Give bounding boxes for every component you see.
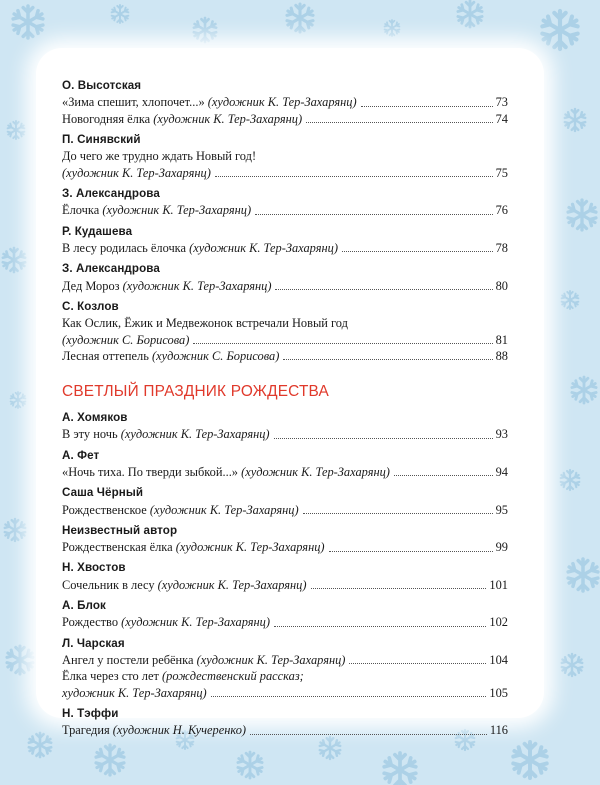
dot-leader <box>306 122 493 123</box>
entry-artist: (художник К. Тер-Захарянц) <box>157 577 307 592</box>
author-name: А. Фет <box>62 448 100 462</box>
author-name: Н. Хвостов <box>62 561 126 575</box>
entry-title: Лесная оттепель <box>62 349 149 364</box>
page-number: 95 <box>495 502 508 517</box>
entry-title: Рождественская ёлка <box>62 540 173 555</box>
author-name: П. Синявский <box>62 133 141 147</box>
entry-artist: (художник К. Тер-Захарянц) <box>149 502 299 517</box>
dot-leader <box>303 513 493 514</box>
page-number: 104 <box>489 652 508 667</box>
entry-artist: (художник К. Тер-Захарянц) <box>196 652 346 667</box>
dot-leader <box>329 551 493 552</box>
entry-artist-line1: (рождественский рассказ; <box>162 669 304 684</box>
author-name: О. Высотская <box>62 79 142 92</box>
toc-entry[interactable] <box>62 502 508 518</box>
toc-entry[interactable] <box>62 148 508 181</box>
toc-entry[interactable] <box>62 652 508 668</box>
dot-leader <box>250 734 487 735</box>
dot-leader <box>275 289 492 290</box>
author-name: Н. Тэффи <box>62 706 119 720</box>
entry-title: В лесу родилась ёлочка <box>62 241 187 256</box>
entry-title: Рождество <box>62 615 119 630</box>
page-number: 102 <box>489 615 508 630</box>
dot-leader <box>215 176 493 177</box>
author-group <box>62 78 508 127</box>
entry-title: Как Ослик, Ёжик и Медвежонок встречали Новый год <box>62 316 348 331</box>
author-group <box>62 224 508 257</box>
dot-leader <box>274 626 486 627</box>
page-number: 93 <box>495 427 508 442</box>
author-name: З. Александрова <box>62 187 160 201</box>
dot-leader <box>274 438 493 439</box>
author-name: З. Александрова <box>62 262 160 276</box>
entry-artist: (художник К. Тер-Захарянц) <box>189 241 338 256</box>
entry-artist: (художник К. Тер-Захарянц) <box>175 540 325 555</box>
toc-entry[interactable] <box>62 240 508 256</box>
entry-title: Новогодняя ёлка <box>62 111 151 126</box>
author-name: Р. Кудашева <box>62 224 133 238</box>
page-number: 80 <box>495 278 508 293</box>
author-group <box>62 261 508 294</box>
author-name: А. Блок <box>62 598 106 612</box>
entry-artist: (художник К. Тер-Захарянц) <box>62 165 211 180</box>
page-number: 78 <box>495 241 508 256</box>
page-number: 116 <box>489 723 508 738</box>
entry-artist: (художник К. Тер-Захарянц) <box>102 203 252 218</box>
author-group <box>62 560 508 593</box>
page-number: 75 <box>495 165 508 180</box>
dot-leader <box>342 251 493 252</box>
author-name: Саша Чёрный <box>62 486 144 500</box>
dot-leader <box>283 359 492 360</box>
author-group <box>62 523 508 556</box>
dot-leader <box>394 475 493 476</box>
entry-title: В эту ночь <box>62 427 118 442</box>
page-number: 101 <box>489 577 508 592</box>
entry-title: Сочельник в лесу <box>62 577 155 592</box>
entry-title: Трагедия <box>62 723 110 738</box>
author-name: Л. Чарская <box>62 636 125 650</box>
page-number: 73 <box>495 95 508 110</box>
entry-artist-line2: художник К. Тер-Захарянц) <box>62 685 207 700</box>
author-group <box>62 299 508 365</box>
author-group <box>62 636 508 702</box>
toc-entry[interactable] <box>62 426 508 442</box>
author-name: А. Хомяков <box>62 410 128 424</box>
entry-artist: (художник К. Тер-Захарянц) <box>207 95 357 110</box>
author-group <box>62 598 508 631</box>
entry-artist: (художник К. Тер-Захарянц) <box>241 464 390 479</box>
entry-title: Ёлочка <box>62 203 100 218</box>
entry-title: Ангел у постели ребёнка <box>62 652 194 667</box>
page-number: 76 <box>495 203 508 218</box>
table-of-contents <box>62 78 508 744</box>
toc-entry[interactable] <box>62 722 508 738</box>
author-name: С. Козлов <box>62 299 119 313</box>
entry-artist: (художник К. Тер-Захарянц) <box>122 278 272 293</box>
author-group <box>62 448 508 481</box>
entry-title: Дед Мороз <box>62 278 120 293</box>
entry-artist: (художник К. Тер-Захарянц) <box>121 615 270 630</box>
entry-artist: (художник С. Борисова) <box>62 332 190 347</box>
toc-entry[interactable] <box>62 315 508 348</box>
toc-entry[interactable] <box>62 577 508 593</box>
page-number: 94 <box>495 464 508 479</box>
entry-artist: (художник Н. Кучеренко) <box>112 723 247 738</box>
entry-title: Ёлка через сто лет <box>62 669 159 684</box>
toc-entry[interactable] <box>62 464 508 480</box>
toc-entry[interactable] <box>62 668 508 701</box>
toc-entry[interactable] <box>62 539 508 555</box>
page-number: 88 <box>495 349 508 364</box>
author-name: Неизвестный автор <box>62 523 178 537</box>
dot-leader <box>311 588 487 589</box>
dot-leader <box>361 106 493 107</box>
page-number: 81 <box>495 332 508 347</box>
section-title: СВЕТЛЫЙ ПРАЗДНИК РОЖДЕСТВА <box>62 383 329 401</box>
author-group <box>62 132 508 181</box>
page-number: 74 <box>495 111 508 126</box>
author-group <box>62 410 508 443</box>
author-group <box>62 186 508 219</box>
toc-entry[interactable] <box>62 348 508 364</box>
toc-entry[interactable] <box>62 94 508 110</box>
author-group <box>62 706 508 739</box>
page-number: 105 <box>489 685 508 700</box>
toc-entry[interactable] <box>62 614 508 630</box>
entry-artist: (художник К. Тер-Захарянц) <box>153 111 303 126</box>
page-number: 99 <box>495 540 508 555</box>
entry-artist: (художник К. Тер-Захарянц) <box>120 427 270 442</box>
entry-title: Рождественское <box>62 502 147 517</box>
entry-artist: (художник С. Борисова) <box>152 349 280 364</box>
author-group <box>62 485 508 518</box>
entry-title: «Зима спешит, хлопочет...» <box>62 95 205 110</box>
dot-leader <box>211 696 487 697</box>
entry-title: «Ночь тиха. По тверди зыбкой...» <box>62 464 238 479</box>
toc-entry[interactable] <box>62 202 508 218</box>
toc-entry[interactable] <box>62 278 508 294</box>
dot-leader <box>349 663 486 664</box>
dot-leader <box>193 343 492 344</box>
entry-title: До чего же трудно ждать Новый год! <box>62 149 257 164</box>
toc-entry[interactable] <box>62 111 508 127</box>
dot-leader <box>255 214 492 215</box>
